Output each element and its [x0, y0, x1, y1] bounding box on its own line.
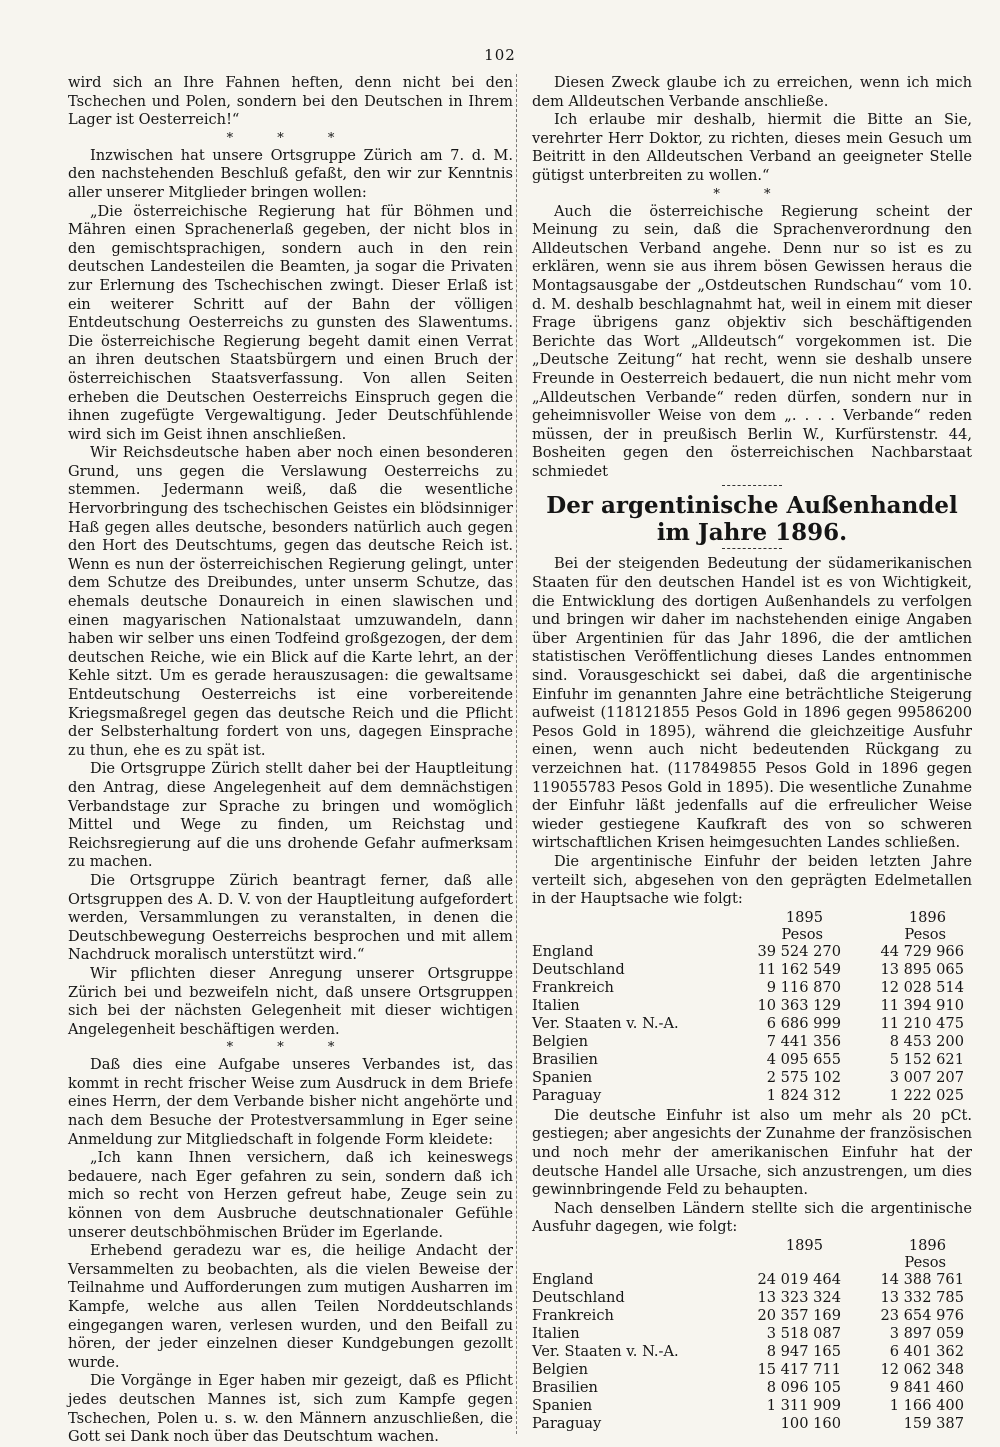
- unit-header: Pesos: [781, 925, 823, 943]
- paragraph: Erhebend geradezu war es, die heilige Andacht der Versammelten zu beobachten, als die vielen Beweise der Teilnahme und Aufforderungen zum mutigen Ausharren im Kampfe, welche aus allen Teilen Norddeutschlands eingegangen waren, verlesen wurden, und den Beifall zu hören, der jeder einzelnen dieser Kundgebungen gezollt wurde.: [68, 1242, 513, 1371]
- paragraph: Wir pflichten dieser Anregung unserer Ortsgruppe Zürich bei und bezweifeln nicht, daß unsere Ortsgruppen sich bei der nächsten Gelegenheit mit dieser wichtigen Angelegenheit beschäftigen werden.: [68, 964, 513, 1038]
- year-header: 1896: [908, 908, 946, 926]
- value-1896-cell: 23 654 976: [880, 1306, 964, 1324]
- value-1896-cell: 11 394 910: [880, 996, 964, 1014]
- paragraph: „Ich kann Ihnen versichern, daß ich keineswegs bedauere, nach Eger gefahren zu sein, sondern daß ich mich so recht von Herzen gefreut habe, Zeuge sein zu können von dem Ausbruche deutschnationaler Gefühle unserer deutschböhmischen Brüder im Egerlande.: [68, 1149, 513, 1241]
- country-cell: Ver. Staaten v. N.-A.: [532, 1342, 679, 1360]
- paragraph: wird sich an Ihre Fahnen heften, denn nicht bei den Tschechen und Polen, sondern bei den Deutschen in Ihrem Lager ist Oesterreich!“: [68, 74, 513, 129]
- country-cell: England: [532, 942, 594, 960]
- table-row: [532, 1379, 972, 1397]
- value-1896-cell: 12 028 514: [880, 978, 964, 996]
- value-1896-cell: 6 401 362: [889, 1342, 964, 1360]
- value-1896-cell: 1 222 025: [889, 1086, 964, 1104]
- value-1895-cell: 20 357 169: [757, 1306, 841, 1324]
- value-1896-cell: 13 895 065: [880, 960, 964, 978]
- value-1895-cell: 15 417 711: [757, 1360, 841, 1378]
- table-row: [532, 979, 972, 997]
- country-cell: Paraguay: [532, 1086, 602, 1104]
- paragraph: Inzwischen hat unsere Ortsgruppe Zürich am 7. d. M. den nachstehenden Beschluß gefaßt, den wir zur Kenntnis aller unserer Mitglieder bringen wollen:: [68, 146, 513, 201]
- paragraph: Die argentinische Einfuhr der beiden letzten Jahre verteilt sich, abgesehen von den geprägten Edelmetallen in der Hauptsache wie folgt:: [532, 852, 972, 908]
- country-cell: Italien: [532, 996, 580, 1014]
- value-1896-cell: 3 007 207: [889, 1068, 964, 1086]
- value-1895-cell: 1 311 909: [766, 1396, 841, 1414]
- table-row: [532, 1087, 972, 1105]
- table-header-blank: [532, 1254, 726, 1271]
- paragraph: Diesen Zweck glaube ich zu erreichen, wenn ich mich dem Alldeutschen Verbande anschließe.: [532, 74, 972, 110]
- paragraph: Die deutsche Einfuhr ist also um mehr als 20 pCt. gestiegen; aber angesichts der Zunahme der französischen und noch mehr der amerikanischen Einfuhr hat der deutsche Handel alle Ursache, sich anzustrengen, um dies gewinnbringende Feld zu behaupten.: [532, 1106, 972, 1199]
- page-number: 102: [484, 46, 516, 64]
- table-row: [532, 961, 972, 979]
- section-separator: * * *: [226, 1040, 355, 1056]
- country-cell: Belgien: [532, 1360, 589, 1378]
- headline-line: Der argentinische Außenhandel: [546, 492, 958, 520]
- paragraph: Die Vorgänge in Eger haben mir gezeigt, daß es Pflicht jedes deutschen Mannes ist, sich zum Kampfe gegen Tschechen, Polen u. s. w. den Männern anzuschließen, die Gott sei Dank noch über das Deutschtum wachen.: [68, 1372, 513, 1446]
- value-1895-cell: 6 686 999: [766, 1014, 841, 1032]
- table-row: [532, 1033, 972, 1051]
- unit-header: Pesos: [904, 1253, 946, 1271]
- value-1895-cell: 24 019 464: [757, 1270, 841, 1288]
- value-1896-cell: 1 166 400: [889, 1396, 964, 1414]
- value-1896-cell: 14 388 761: [880, 1270, 964, 1288]
- table-header-blank: [532, 926, 726, 943]
- value-1895-cell: 100 160: [780, 1414, 841, 1432]
- table-row: [532, 1415, 972, 1433]
- unit-header: [726, 1254, 849, 1271]
- value-1895-cell: 10 363 129: [757, 996, 841, 1014]
- value-1895-cell: 8 947 165: [766, 1342, 841, 1360]
- value-1895-cell: 7 441 356: [766, 1032, 841, 1050]
- table-row: [532, 1271, 972, 1289]
- value-1896-cell: 13 332 785: [880, 1288, 964, 1306]
- table-row: [532, 1289, 972, 1307]
- paragraph: Ich erlaube mir deshalb, hiermit die Bitte an Sie, verehrter Herr Doktor, zu richten, dieses mein Gesuch um Beitritt in den Alldeutschen Verband an geeigneter Stelle gütigst unterbreiten zu wollen.“: [532, 111, 972, 184]
- value-1896-cell: 11 210 475: [880, 1014, 964, 1032]
- year-header: 1895: [785, 908, 823, 926]
- paragraph: Wir Reichsdeutsche haben aber noch einen besonderen Grund, uns gegen die Verslawung Oesterreichs zu stemmen. Jedermann weiß, daß die wesentliche Hervorbringung des tschechischen Geistes ein blödsinniger Haß gegen alles deutsche, besonders natürlich auch gegen den Hort des Deutschtums, gegen das deutsche Reich ist. Wenn es nun der österreichischen Regierung gelingt, unter dem Schutze des Dreibundes, unter unserm Schutze, das ehemals deutsche Donaureich in einen slawischen und einen magyarischen Nationalstaat umzuwandeln, dann haben wir selber uns einen Todfeind großgezogen, der dem deutschen Reiche, wie ein Blick auf die Karte lehrt, an der Kehle sitzt. Um es gerade herauszusagen: die gewaltsame Entdeutschung Oesterreichs ist eine vorbereitende Kriegsmaßregel gegen das deutsche Reich und die Pflicht der Selbsterhaltung fordert von uns, dagegen Einsprache zu thun, ehe es zu spät ist.: [68, 444, 513, 759]
- import-table: [532, 909, 972, 1105]
- value-1895-cell: 11 162 549: [757, 960, 841, 978]
- value-1896-cell: 9 841 460: [889, 1378, 964, 1396]
- value-1896-cell: 5 152 621: [889, 1050, 964, 1068]
- year-header: 1895: [785, 1236, 823, 1254]
- value-1896-cell: 3 897 059: [889, 1324, 964, 1342]
- country-cell: Deutschland: [532, 1288, 625, 1306]
- paragraph: Die Ortsgruppe Zürich beantragt ferner, daß alle Ortsgruppen des A. D. V. von der Hauptleitung aufgefordert werden, Versammlungen zu veranstalten, in denen die Deutschbewegung Oesterreichs besprochen und mit allem Nachdruck moralisch unterstützt wird.“: [68, 871, 513, 964]
- headline-line: im Jahre 1896.: [656, 519, 848, 547]
- paragraph: Bei der steigenden Bedeutung der südamerikanischen Staaten für den deutschen Handel ist es von Wichtigkeit, die Entwicklung des dortigen Außenhandels zu verfolgen und bringen wir daher im nachstehenden einige Angaben über Argentinien für das Jahr 1896, die der amtlichen statistischen Veröffentlichung dieses Landes entnommen sind. Vorausgeschickt sei dabei, daß die argentinische Einfuhr im genannten Jahre eine beträchtliche Steigerung aufweist (118121855 Pesos Gold in 1896 gegen 99586200 Pesos Gold in 1895), während die gleichzeitige Ausfuhr einen, wenn auch nicht bedeutenden Rückgang zu verzeichnen hat. (117849855 Pesos Gold in 1896 gegen 119055783 Pesos Gold in 1895). Die wesentliche Zunahme der Einfuhr läßt jedenfalls auf die erfreulicher Weise wieder gestiegene Kaufkraft des von so schweren wirtschaftlichen Krisen heimgesuchten Landes schließen.: [532, 555, 972, 852]
- country-cell: Frankreich: [532, 1306, 614, 1324]
- table-row: [532, 1325, 972, 1343]
- paragraph: „Die österreichische Regierung hat für Böhmen und Mähren einen Sprachenerlaß gegeben, der nicht blos in den gemischtsprachigen, sondern auch in den rein deutschen Landesteilen die Beamten, ja sogar die Privaten zur Erlernung des Tschechischen zwingt. Dieser Erlaß ist ein weiterer Schritt auf der Bahn der völligen Entdeutschung Oesterreichs zu gunsten des Slawentums. Die österreichische Regierung begeht damit einen Verrat an ihren deutschen Staatsbürgern und einen Bruch der österreichischen Staatsverfassung. Von allen Seiten erheben die Deutschen Oesterreichs Einspruch gegen die ihnen zugefügte Vergewaltigung. Jeder Deutschfühlende wird sich im Geist ihnen anschließen.: [68, 202, 513, 443]
- table-header-blank: [532, 1237, 726, 1254]
- table-row: [532, 1361, 972, 1379]
- value-1895-cell: 39 524 270: [757, 942, 841, 960]
- headline-rule: [722, 548, 782, 549]
- year-header: 1896: [908, 1236, 946, 1254]
- value-1895-cell: 9 116 870: [766, 978, 841, 996]
- value-1895-cell: 13 323 324: [757, 1288, 841, 1306]
- value-1895-cell: 1 824 312: [766, 1086, 841, 1104]
- table-row: [532, 1015, 972, 1033]
- section-rule: [722, 485, 782, 486]
- value-1895-cell: 2 575 102: [766, 1068, 841, 1086]
- value-1896-cell: 44 729 966: [880, 942, 964, 960]
- table-row: [532, 943, 972, 961]
- left-column: [68, 74, 513, 1446]
- value-1896-cell: 159 387: [903, 1414, 964, 1432]
- country-cell: Spanien: [532, 1396, 593, 1414]
- right-column: [532, 74, 972, 1434]
- column-divider: [516, 74, 517, 1434]
- value-1895-cell: 3 518 087: [766, 1324, 841, 1342]
- country-cell: Italien: [532, 1324, 580, 1342]
- country-cell: Spanien: [532, 1068, 593, 1086]
- country-cell: Paraguay: [532, 1414, 602, 1432]
- value-1896-cell: 12 062 348: [880, 1360, 964, 1378]
- table-row: [532, 1069, 972, 1087]
- value-1895-cell: 4 095 655: [766, 1050, 841, 1068]
- table-row: [532, 1307, 972, 1325]
- export-table: [532, 1237, 972, 1433]
- unit-header: Pesos: [904, 925, 946, 943]
- value-1896-cell: 8 453 200: [889, 1032, 964, 1050]
- country-cell: Brasilien: [532, 1050, 598, 1068]
- article-headline: [532, 492, 972, 546]
- table-header-blank: [532, 909, 726, 926]
- table-row: [532, 997, 972, 1015]
- value-1895-cell: 8 096 105: [766, 1378, 841, 1396]
- country-cell: Ver. Staaten v. N.-A.: [532, 1014, 679, 1032]
- country-cell: Belgien: [532, 1032, 589, 1050]
- country-cell: Frankreich: [532, 978, 614, 996]
- section-separator: * *: [713, 186, 791, 202]
- section-separator: * * *: [226, 130, 355, 146]
- table-row: [532, 1397, 972, 1415]
- paragraph: Die Ortsgruppe Zürich stellt daher bei der Hauptleitung den Antrag, diese Angelegenheit auf dem demnächstigen Verbandstage zur Sprache zu bringen und womöglich Mittel und Wege zu finden, um Reichstag und Reichsregierung auf die uns drohende Gefahr aufmerksam zu machen.: [68, 760, 513, 871]
- country-cell: Deutschland: [532, 960, 625, 978]
- table-row: [532, 1343, 972, 1361]
- paragraph: Daß dies eine Aufgabe unseres Verbandes ist, das kommt in recht frischer Weise zum Ausdruck in dem Briefe eines Herrn, der dem Verbande bisher nicht angehörte und nach dem Besuche der Protestversammlung in Eger seine Anmeldung zur Mitgliedschaft in folgende Form kleidete:: [68, 1056, 513, 1148]
- country-cell: Brasilien: [532, 1378, 598, 1396]
- paragraph: Auch die österreichische Regierung scheint der Meinung zu sein, daß die Sprachenverordnung den Alldeutschen Verband angehe. Denn nur so ist es zu erklären, wenn sie aus ihrem bösen Gewissen heraus die Montagsausgabe der „Ostdeutschen Rundschau“ vom 10. d. M. deshalb beschlagnahmt hat, weil in einem mit dieser Frage übrigens ganz objektiv sich beschäftigenden Berichte das Wort „Alldeutsch“ vorgekommen ist. Die „Deutsche Zeitung“ hat recht, wenn sie deshalb unsere Freunde in Oesterreich bedauert, die nun nicht mehr vom „Alldeutschen Verbande“ reden dürfen, sondern nur in geheimnisvoller Weise von dem „. . . . Verbande“ reden müssen, der in preußisch Berlin W., Kurfürstenstr. 44, Bosheiten gegen den österreichischen Nachbarstaat schmiedet: [532, 202, 972, 480]
- country-cell: England: [532, 1270, 594, 1288]
- paragraph: Nach denselben Ländern stellte sich die argentinische Ausfuhr dagegen, wie folgt:: [532, 1199, 972, 1236]
- table-row: [532, 1051, 972, 1069]
